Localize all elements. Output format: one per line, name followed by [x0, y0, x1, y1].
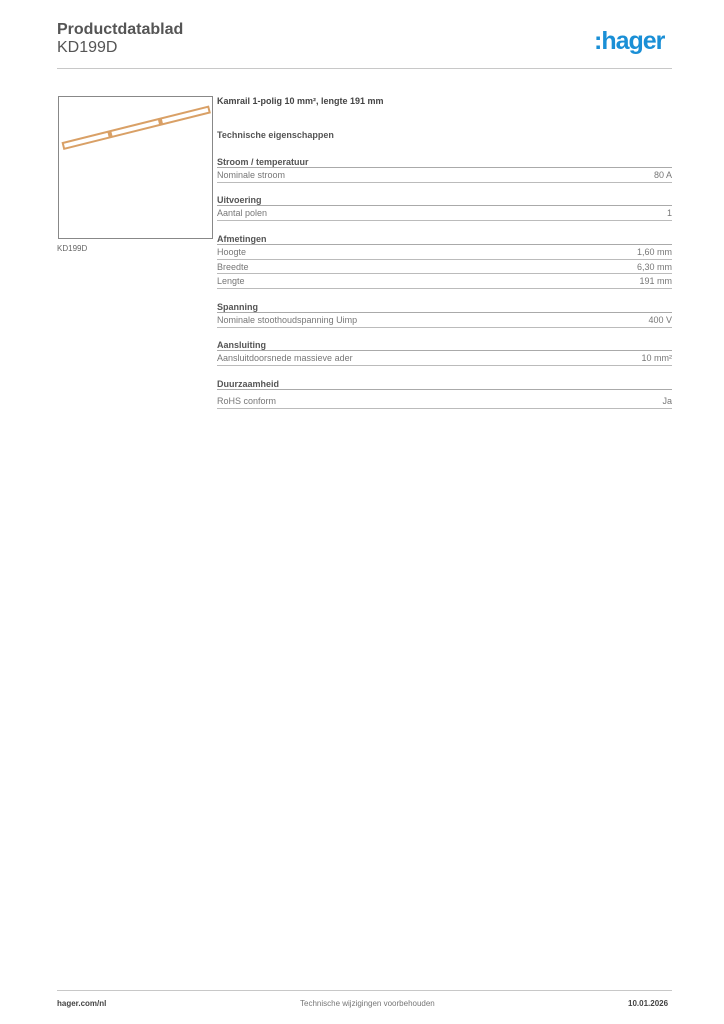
table-row — [217, 206, 672, 221]
row-value: 80 A — [653, 170, 672, 180]
row-label: Nominale stoothoudspanning Uimp — [217, 315, 358, 325]
table-row — [217, 274, 672, 289]
row-value: 191 mm — [639, 276, 672, 286]
group-heading: Afmetingen — [217, 233, 672, 245]
row-value: 10 mm² — [641, 353, 672, 363]
group-duurzaamheid — [217, 378, 672, 409]
section-heading: Technische eigenschappen — [217, 130, 334, 140]
group-stroom — [217, 156, 672, 183]
group-heading: Uitvoering — [217, 194, 672, 206]
group-spanning — [217, 301, 672, 328]
table-row — [217, 168, 672, 183]
row-value: Ja — [662, 396, 672, 406]
row-value: 400 V — [648, 315, 672, 325]
footer-date: 10.01.2026 — [628, 999, 669, 1008]
group-heading: Duurzaamheid — [217, 378, 672, 390]
hager-logo: :hager — [594, 27, 665, 55]
group-uitvoering — [217, 194, 672, 221]
product-code: KD199D — [57, 39, 118, 56]
row-label: Breedte — [217, 261, 249, 272]
row-value: 1 — [666, 208, 672, 218]
group-heading: Aansluiting — [217, 339, 672, 351]
header-divider — [57, 68, 672, 69]
table-row — [217, 313, 672, 328]
row-label: Aantal polen — [217, 208, 268, 218]
row-label: RoHS conform — [217, 396, 277, 406]
footer-disclaimer: Technische wijzigingen voorbehouden — [300, 999, 435, 1008]
table-row — [217, 245, 672, 260]
row-label: Aansluitdoorsnede massieve ader — [217, 353, 353, 363]
page-title: Productdatablad — [57, 21, 184, 38]
busbar-image — [59, 97, 212, 238]
product-title: Kamrail 1-polig 10 mm², lengte 191 mm — [217, 96, 384, 106]
footer-website-link[interactable]: hager.com/nl — [57, 999, 107, 1008]
group-heading: Spanning — [217, 301, 672, 313]
image-caption: KD199D — [57, 244, 88, 253]
product-image — [58, 96, 213, 239]
footer-divider — [57, 990, 672, 991]
table-row — [217, 260, 672, 275]
group-afmetingen — [217, 233, 672, 289]
table-row — [217, 351, 672, 366]
row-label: Hoogte — [217, 247, 247, 257]
row-value: 1,60 mm — [636, 247, 672, 257]
table-row — [217, 394, 672, 409]
group-heading: Stroom / temperatuur — [217, 156, 672, 168]
row-value: 6,30 mm — [636, 261, 672, 272]
row-label: Lengte — [217, 276, 245, 286]
group-aansluiting — [217, 339, 672, 366]
row-label: Nominale stroom — [217, 170, 286, 180]
